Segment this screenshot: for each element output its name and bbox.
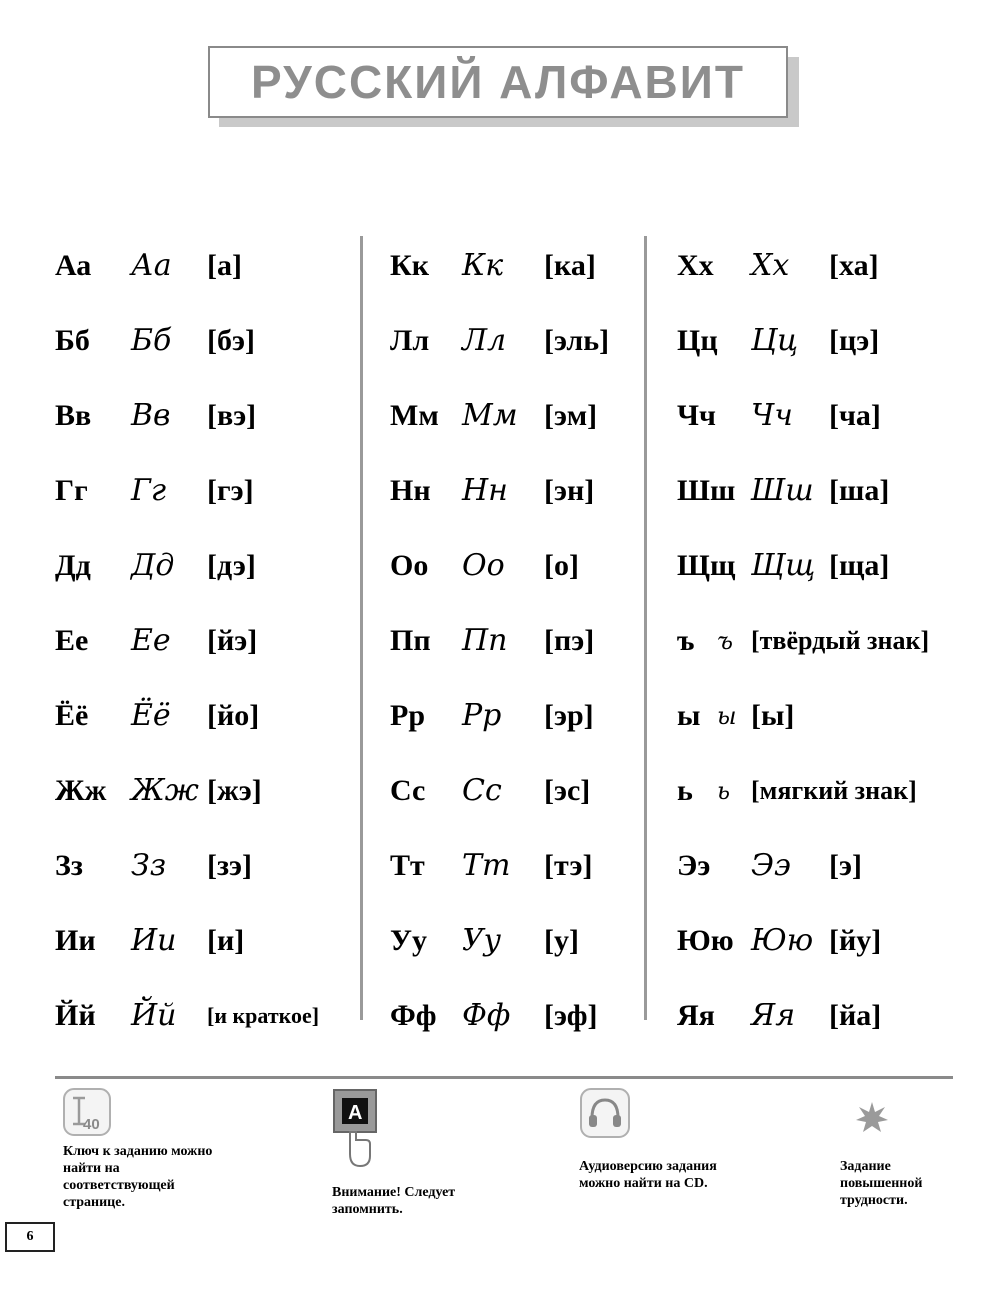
page-title: РУССКИЙ АЛФАВИТ	[251, 56, 745, 108]
svg-text:40: 40	[83, 1116, 100, 1133]
letter-row	[55, 303, 355, 378]
letter-name: [гэ]	[207, 473, 254, 507]
letter-row	[677, 378, 977, 453]
alphabet-column-3	[677, 228, 977, 1053]
letter-row	[390, 603, 640, 678]
printed-letter: Кк	[390, 248, 430, 282]
cursive-letter: Ээ	[751, 848, 791, 883]
letter-row	[55, 528, 355, 603]
letter-row	[677, 753, 977, 828]
letter-name: [пэ]	[544, 623, 595, 657]
letter-row	[677, 453, 977, 528]
alphabet-column-2	[390, 228, 640, 1053]
letter-name: [э]	[829, 848, 862, 882]
letter-name: [ы]	[751, 698, 795, 732]
headphones-icon	[580, 1088, 630, 1138]
printed-letter: Ее	[55, 623, 89, 657]
letter-row	[390, 753, 640, 828]
column-divider	[360, 236, 363, 1020]
letter-name: [эн]	[544, 473, 595, 507]
letter-name: [дэ]	[207, 548, 256, 582]
cursive-letter: ь	[717, 776, 731, 805]
cursive-letter: Йй	[131, 998, 177, 1033]
letter-row	[390, 903, 640, 978]
printed-letter: Аа	[55, 248, 92, 282]
cursive-letter: Шш	[751, 473, 814, 508]
printed-letter: Йй	[55, 998, 96, 1032]
printed-letter: Дд	[55, 548, 91, 582]
printed-letter: Яя	[677, 998, 715, 1032]
printed-letter: Ээ	[677, 848, 711, 882]
cursive-letter: Фф	[462, 998, 511, 1033]
attention-icon	[330, 1088, 380, 1170]
letter-row	[677, 603, 977, 678]
cursive-letter: Тт	[462, 848, 511, 883]
printed-letter: Щщ	[677, 548, 736, 582]
letter-row	[390, 528, 640, 603]
cursive-letter: ы	[717, 701, 737, 730]
letter-name: [зэ]	[207, 848, 252, 882]
cursive-letter: Кк	[462, 248, 504, 283]
letter-row	[55, 678, 355, 753]
cursive-letter: ъ	[717, 626, 733, 655]
printed-letter: Жж	[55, 773, 107, 807]
cursive-letter: Нн	[462, 473, 508, 508]
letter-row	[677, 903, 977, 978]
letter-name: [вэ]	[207, 398, 257, 432]
letter-name: [бэ]	[207, 323, 255, 357]
printed-letter: Ёё	[55, 698, 89, 732]
cursive-letter: Мм	[462, 398, 518, 433]
printed-letter: Цц	[677, 323, 718, 357]
letter-name: [ща]	[829, 548, 890, 582]
cursive-letter: Оо	[462, 548, 505, 583]
printed-letter: Чч	[677, 398, 716, 432]
printed-letter: ъ	[677, 623, 695, 657]
cursive-letter: Пп	[462, 623, 508, 658]
letter-name: [а]	[207, 248, 242, 282]
printed-letter: Рр	[390, 698, 426, 732]
cursive-letter: Вв	[131, 398, 171, 433]
printed-letter: Пп	[390, 623, 431, 657]
printed-letter: ы	[677, 698, 701, 732]
page-number-text: 6	[26, 1229, 34, 1244]
letter-row	[55, 228, 355, 303]
letter-row	[390, 378, 640, 453]
letter-name: [ха]	[829, 248, 879, 282]
letter-row	[390, 453, 640, 528]
letter-row	[55, 978, 355, 1053]
letter-row	[677, 678, 977, 753]
cursive-letter: Сс	[462, 773, 502, 808]
letter-row	[55, 453, 355, 528]
page-number	[5, 1222, 55, 1252]
letter-name: [у]	[544, 923, 579, 957]
difficulty-legend: Задание повышенной трудности.	[840, 1159, 923, 1208]
title-box	[208, 46, 788, 118]
printed-letter: Гг	[55, 473, 88, 507]
audio-legend: Аудиоверсию задания можно найти на CD.	[579, 1159, 717, 1191]
cursive-letter: Хх	[751, 248, 790, 283]
letter-row	[55, 378, 355, 453]
letter-row	[55, 753, 355, 828]
letter-row	[55, 603, 355, 678]
printed-letter: Шш	[677, 473, 736, 507]
letter-row	[390, 978, 640, 1053]
answer-key-legend: Ключ к заданию можно найти на соответствующей странице.	[63, 1144, 213, 1210]
letter-name: [цэ]	[829, 323, 880, 357]
difficulty-star-icon	[855, 1101, 889, 1135]
printed-letter: Бб	[55, 323, 90, 357]
letter-name: [эф]	[544, 998, 598, 1032]
letter-row	[390, 828, 640, 903]
letter-row	[390, 678, 640, 753]
printed-letter: Сс	[390, 773, 426, 807]
printed-letter: Уу	[390, 923, 428, 957]
printed-letter: ь	[677, 773, 693, 807]
letter-name: [эм]	[544, 398, 598, 432]
cursive-letter: Гг	[131, 473, 167, 508]
cursive-letter: Аа	[131, 248, 172, 283]
letter-name: [эль]	[544, 323, 610, 357]
letter-name: [йу]	[829, 923, 882, 957]
letter-row	[55, 903, 355, 978]
letter-name: [о]	[544, 548, 579, 582]
printed-letter: Фф	[390, 998, 437, 1032]
letter-row	[677, 228, 977, 303]
cursive-letter: Дд	[131, 548, 175, 583]
printed-letter: Нн	[390, 473, 431, 507]
footer-divider	[55, 1076, 953, 1079]
cursive-letter: Ее	[131, 623, 171, 658]
letter-row	[677, 828, 977, 903]
svg-text:A: A	[348, 1102, 363, 1124]
cursive-letter: Яя	[751, 998, 796, 1033]
cursive-letter: Цц	[751, 323, 799, 358]
letter-row	[677, 303, 977, 378]
attention-legend: Внимание! Следует запомнить.	[332, 1185, 456, 1217]
letter-row	[677, 978, 977, 1053]
letter-name: [йа]	[829, 998, 882, 1032]
letter-row	[390, 303, 640, 378]
letter-name: [эр]	[544, 698, 594, 732]
printed-letter: Ии	[55, 923, 96, 957]
letter-name: [твёрдый знак]	[751, 625, 930, 655]
letter-name: [эс]	[544, 773, 591, 807]
cursive-letter: Щщ	[751, 548, 816, 583]
printed-letter: Тт	[390, 848, 425, 882]
letter-name: [йэ]	[207, 623, 258, 657]
cursive-letter: Лл	[462, 323, 507, 358]
printed-letter: Юю	[677, 923, 734, 957]
cursive-letter: Зз	[131, 848, 167, 883]
cursive-letter: Уу	[462, 923, 502, 958]
cursive-letter: Бб	[131, 323, 172, 358]
letter-name: [йо]	[207, 698, 260, 732]
letter-name: [мягкий знак]	[751, 775, 917, 805]
cursive-letter: Юю	[751, 923, 814, 958]
cursive-letter: Ёё	[131, 698, 171, 733]
letter-row	[390, 228, 640, 303]
letter-name: [тэ]	[544, 848, 593, 882]
printed-letter: Вв	[55, 398, 92, 432]
cursive-letter: Рр	[462, 698, 502, 733]
printed-letter: Хх	[677, 248, 714, 282]
letter-row	[677, 528, 977, 603]
letter-name: [и]	[207, 923, 245, 957]
letter-row	[55, 828, 355, 903]
letter-name: [ша]	[829, 473, 890, 507]
cursive-letter: Чч	[751, 398, 793, 433]
answer-key-icon	[63, 1088, 111, 1136]
letter-name: [жэ]	[207, 773, 262, 807]
column-divider	[644, 236, 647, 1020]
cursive-letter: Ии	[131, 923, 177, 958]
printed-letter: Мм	[390, 398, 439, 432]
letter-name: [и краткое]	[207, 1002, 320, 1028]
letter-name: [ча]	[829, 398, 881, 432]
printed-letter: Зз	[55, 848, 83, 882]
printed-letter: Лл	[390, 323, 430, 357]
printed-letter: Оо	[390, 548, 429, 582]
letter-name: [ка]	[544, 248, 596, 282]
alphabet-column-1	[55, 228, 355, 1053]
cursive-letter: Жж	[131, 773, 199, 808]
